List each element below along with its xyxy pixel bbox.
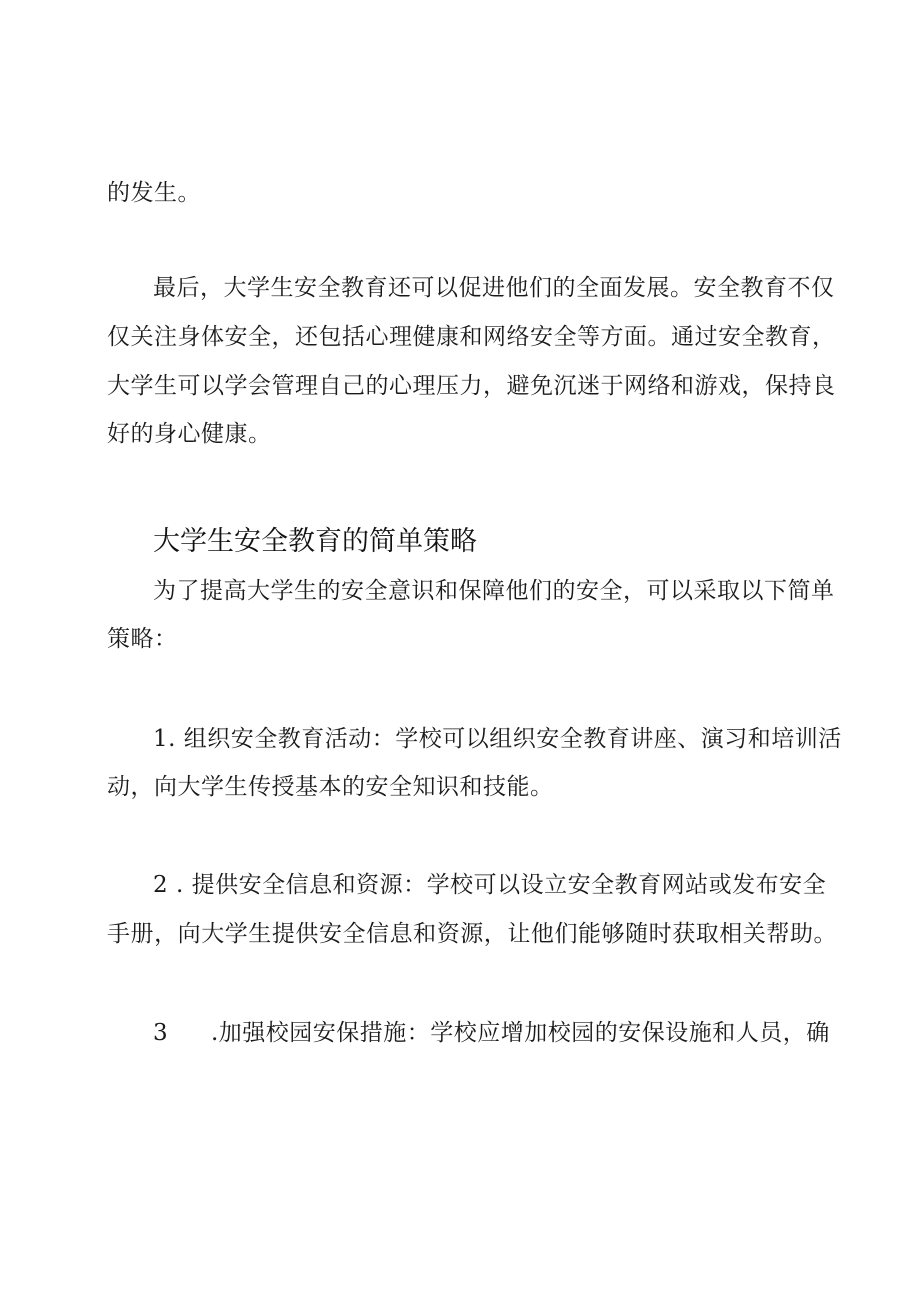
paragraph-line: 好的身心健康。: [107, 421, 272, 447]
list-item-line: 1. 组织安全教育活动：学校可以组织安全教育讲座、演习和培训活: [153, 726, 842, 752]
section-heading: 大学生安全教育的简单策略: [153, 526, 477, 557]
intro-line: 策略：: [107, 626, 178, 652]
continuation-text: 的发生。: [107, 180, 201, 206]
paragraph-line: 仅关注身体安全，还包括心理健康和网络安全等方面。通过安全教育，: [107, 324, 836, 350]
intro-line: 为了提高大学生的安全意识和保障他们的安全，可以采取以下简单: [153, 578, 835, 604]
list-item-line: .加强校园安保措施：学校应增加校园的安保设施和人员，确: [211, 1020, 830, 1046]
list-item-line: 2 . 提供安全信息和资源：学校可以设立安全教育网站或发布安全: [153, 872, 827, 898]
paragraph-line: 最后，大学生安全教育还可以促进他们的全面发展。安全教育不仅: [153, 275, 835, 301]
list-item-line: 动，向大学生传授基本的安全知识和技能。: [107, 774, 554, 800]
paragraph-line: 大学生可以学会管理自己的心理压力，避免沉迷于网络和游戏，保持良: [107, 373, 836, 399]
list-item-line: 手册，向大学生提供安全信息和资源，让他们能够随时获取相关帮助。: [107, 921, 837, 947]
list-item-number: 3: [153, 1020, 169, 1046]
